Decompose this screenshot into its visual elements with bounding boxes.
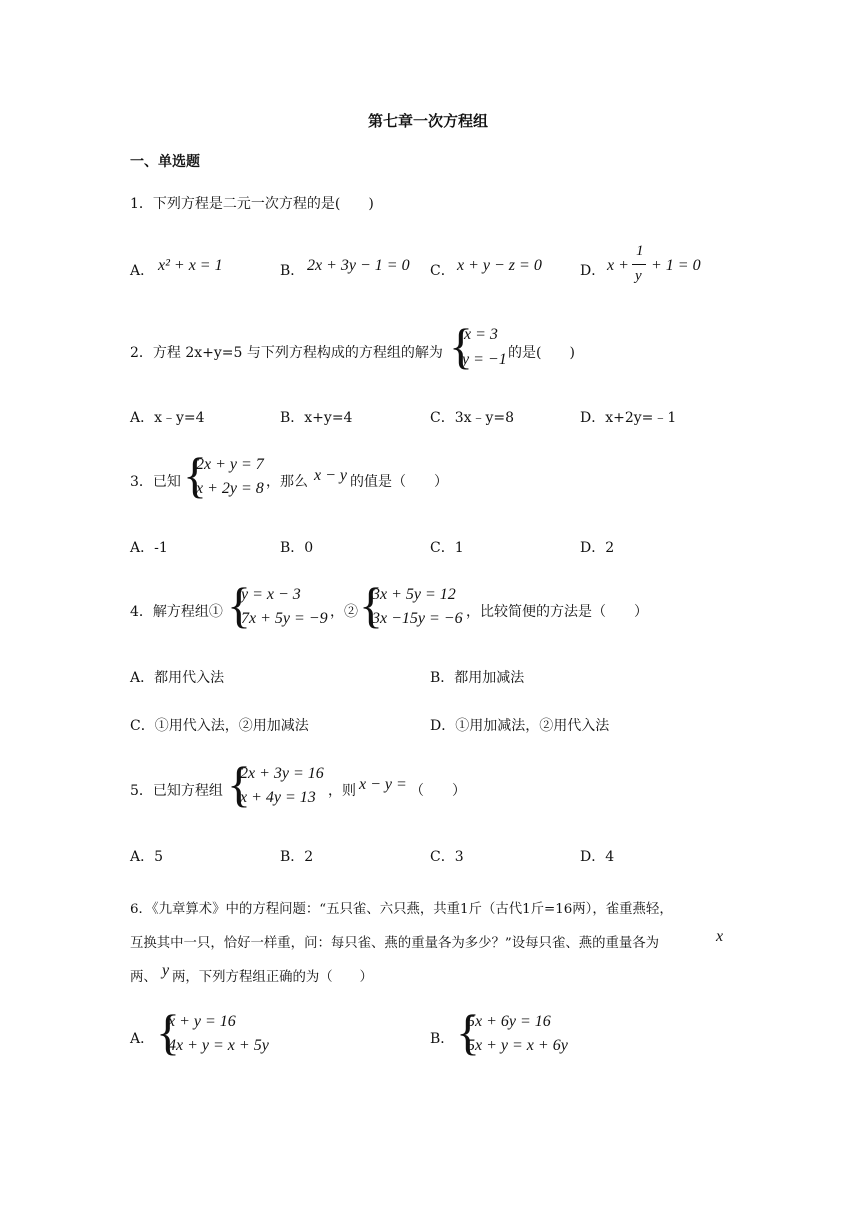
q6-option-b-line-1: 5x + 6y = 16 bbox=[467, 1013, 551, 1030]
question-6-line-3-post: 两，下列方程组正确的为（ ） bbox=[172, 970, 373, 985]
q6-option-a-label: A． bbox=[130, 1031, 155, 1047]
q1-option-d-label: D． bbox=[580, 263, 606, 279]
q4-system-b-brace: { bbox=[359, 577, 383, 633]
q1-option-c-label: C． bbox=[430, 263, 455, 279]
question-5-stem-pre: 5．已知方程组 bbox=[130, 783, 223, 799]
q6-option-b-label: B． bbox=[430, 1031, 455, 1047]
q6-option-a-brace: { bbox=[156, 1004, 180, 1060]
q4-option-c: C．①用代入法，②用加减法 bbox=[130, 718, 309, 734]
q5-option-b: B．2 bbox=[280, 849, 314, 865]
q2-system-line-1: x = 3 bbox=[464, 326, 498, 343]
q4-option-d: D．①用加减法，②用代入法 bbox=[430, 718, 610, 734]
q5-system-line-1: 2x + 3y = 16 bbox=[240, 765, 324, 782]
q3-expression: x − y bbox=[314, 467, 347, 484]
q5-system-brace: { bbox=[227, 756, 251, 812]
q1-option-b-expr: 2x + 3y − 1 = 0 bbox=[307, 257, 410, 274]
q3-system-line-1: 2x + y = 7 bbox=[196, 456, 264, 473]
q2-option-d: D．x+2y=﹣1 bbox=[580, 410, 677, 426]
q5-expression: x − y = bbox=[359, 776, 407, 793]
q3-option-c: C．1 bbox=[430, 540, 464, 556]
q1-option-a-expr: x² + x = 1 bbox=[158, 257, 223, 274]
q4-system-a-line-2: 7x + 5y = −9 bbox=[241, 610, 328, 627]
q6-option-b-brace: { bbox=[456, 1004, 480, 1060]
q2-option-c: C．3x﹣y=8 bbox=[430, 410, 515, 426]
q1-option-d-expr-post: + 1 = 0 bbox=[651, 257, 701, 274]
q5-option-a: A．5 bbox=[130, 849, 164, 865]
q2-option-a: A．x﹣y=4 bbox=[130, 410, 205, 426]
q1-option-d-denominator: y bbox=[635, 268, 642, 284]
q5-option-c: C．3 bbox=[430, 849, 464, 865]
q2-option-b: B．x+y=4 bbox=[280, 410, 353, 426]
q1-option-d-expr-pre: x + bbox=[607, 257, 629, 274]
q3-option-a: A．-1 bbox=[130, 540, 168, 556]
question-3-stem-pre: 3．已知 bbox=[130, 474, 181, 490]
q6-option-a-line-1: x + y = 16 bbox=[168, 1013, 236, 1030]
section-heading: 一、单选题 bbox=[130, 154, 200, 170]
question-2-stem-post: 的是( ) bbox=[508, 345, 575, 361]
page-title: 第七章一次方程组 bbox=[368, 112, 489, 130]
question-3-stem-mid: ，那么 bbox=[266, 474, 308, 490]
question-1-stem: 1．下列方程是二元一次方程的是( ) bbox=[130, 196, 374, 212]
q5-system-line-2: x + 4y = 13 bbox=[240, 789, 316, 806]
q6-option-a-line-2: 4x + y = x + 5y bbox=[168, 1037, 269, 1054]
q3-option-b: B．0 bbox=[280, 540, 314, 556]
q4-system-b-line-2: 3x −15y = −6 bbox=[372, 610, 463, 627]
question-6-line-3-pre: 两、 bbox=[130, 970, 157, 985]
q1-option-b-label: B． bbox=[280, 263, 305, 279]
q2-system-line-2: y = −1 bbox=[462, 351, 507, 368]
question-5-stem-mid: ，则 bbox=[328, 783, 356, 799]
question-5-stem-post: （ ） bbox=[410, 783, 466, 799]
question-6-line-1: 6．《九章算术》中的方程问题：“五只雀、六只燕，共重1斤（古代1斤=16两），雀重燕轻， bbox=[130, 902, 673, 917]
question-3-stem-post: 的值是（ ） bbox=[350, 474, 448, 490]
q1-option-d-fraction-bar bbox=[632, 264, 646, 265]
q6-option-b-line-2: 5x + y = x + 6y bbox=[467, 1037, 568, 1054]
q4-system-b-line-1: 3x + 5y = 12 bbox=[372, 586, 456, 603]
question-4-stem-post: ，比较简便的方法是（ ） bbox=[466, 604, 648, 620]
q1-option-a-label: A． bbox=[130, 263, 155, 279]
question-6-line-2: 互换其中一只，恰好一样重，问：每只雀、燕的重量各为多少？”设每只雀、燕的重量各为 bbox=[130, 936, 660, 951]
q4-option-b: B．都用加减法 bbox=[430, 670, 525, 686]
q4-system-a-brace: { bbox=[227, 577, 251, 633]
q4-system-a-line-1: y = x − 3 bbox=[241, 586, 301, 603]
q1-option-c-expr: x + y − z = 0 bbox=[457, 257, 542, 274]
question-4-separator: ，② bbox=[330, 604, 358, 620]
q4-option-a: A．都用代入法 bbox=[130, 670, 225, 686]
question-6-var-x: x bbox=[716, 928, 724, 945]
q1-option-d-numerator: 1 bbox=[636, 243, 644, 259]
q3-system-line-2: x + 2y = 8 bbox=[196, 480, 264, 497]
question-4-stem-pre: 4．解方程组① bbox=[130, 604, 223, 620]
q2-system-brace: { bbox=[449, 318, 473, 374]
q5-option-d: D．4 bbox=[580, 849, 615, 865]
q3-option-d: D．2 bbox=[580, 540, 615, 556]
q3-system-brace: { bbox=[183, 447, 207, 503]
question-6-var-y: y bbox=[162, 962, 170, 979]
question-2-stem-pre: 2．方程 2x+y=5 与下列方程构成的方程组的解为 bbox=[130, 345, 443, 361]
